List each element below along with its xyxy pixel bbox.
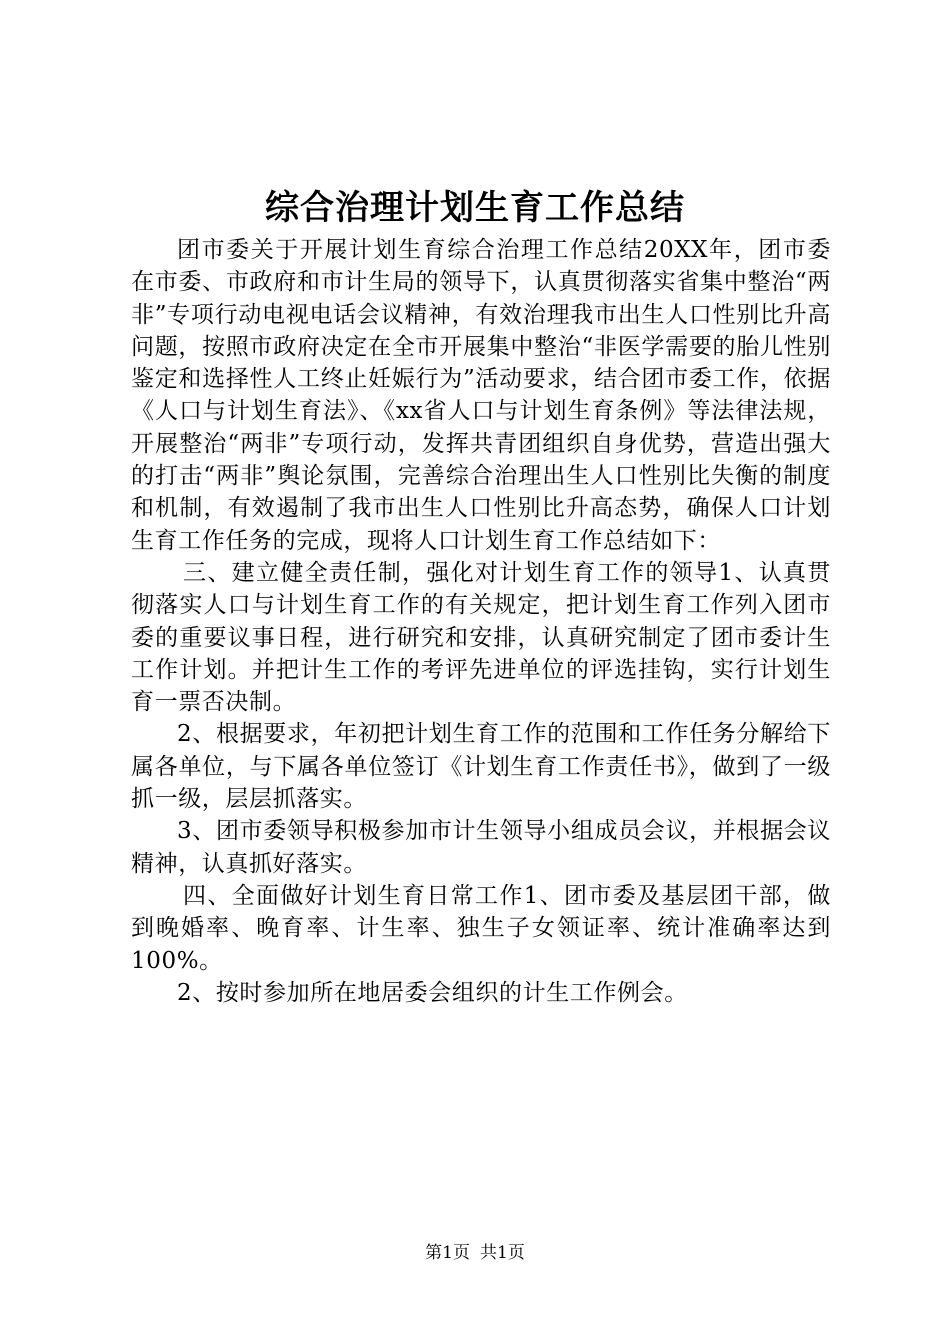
document-title: 综合治理计划生育工作总结 bbox=[265, 188, 685, 228]
paragraph-section-four: 四、全面做好计划生育日常工作1、团市委及基层团干部，做到晚婚率、晚育率、计生率、独生子女领证率、统计准确率达到100%。 bbox=[131, 882, 831, 974]
paragraph-item-2-meeting: 2、按时参加所在地居委会组织的计生工作例会。 bbox=[177, 979, 688, 1006]
page-footer bbox=[0, 1242, 950, 1264]
paragraph-item-3: 3、团市委领导积极参加市计生领导小组成员会议，并根据会议精神，认真抓好落实。 bbox=[131, 818, 831, 877]
document-body bbox=[131, 234, 831, 1009]
paragraph-section-three: 三、建立健全责任制，强化对计划生育工作的领导1、认真贯彻落实人口与计划生育工作的有关规定，把计划生育工作列入团市委的重要议事日程，进行研究和安排，认真研究制定了团市委计生工作计划。并把计生工作的考评先进单位的评选挂钩，实行计划生育一票否决制。 bbox=[131, 559, 831, 716]
paragraph-intro: 团市委关于开展计划生育综合治理工作总结20XX年，团市委在市委、市政府和市计生局的领导下，认真贯彻落实省集中整治“两非”专项行动电视电话会议精神，有效治理我市出生人口性别比升高问题，按照市政府决定在全市开展集中整治“非医学需要的胎儿性别鉴定和选择性人工终止妊娠行为”活动要求，结合团市委工作，依据《人口与计划生育法》、《xx省人口与计划生育条例》等法律法规，开展整治“两非”专项行动，发挥共青团组织自身优势，营造出强大的打击“两非”舆论氛围，完善综合治理出生人口性别比失衡的制度和机制，有效遏制了我市出生人口性别比升高态势，确保人口计划生育工作任务的完成，现将人口计划生育工作总结如下： bbox=[131, 237, 831, 554]
page-total: 共1页 bbox=[480, 1243, 525, 1263]
page-number: 第1页 bbox=[425, 1243, 470, 1263]
paragraph-item-2: 2、根据要求，年初把计划生育工作的范围和工作任务分解给下属各单位，与下属各单位签订《计划生育工作责任书》，做到了一级抓一级，层层抓落实。 bbox=[131, 721, 831, 813]
